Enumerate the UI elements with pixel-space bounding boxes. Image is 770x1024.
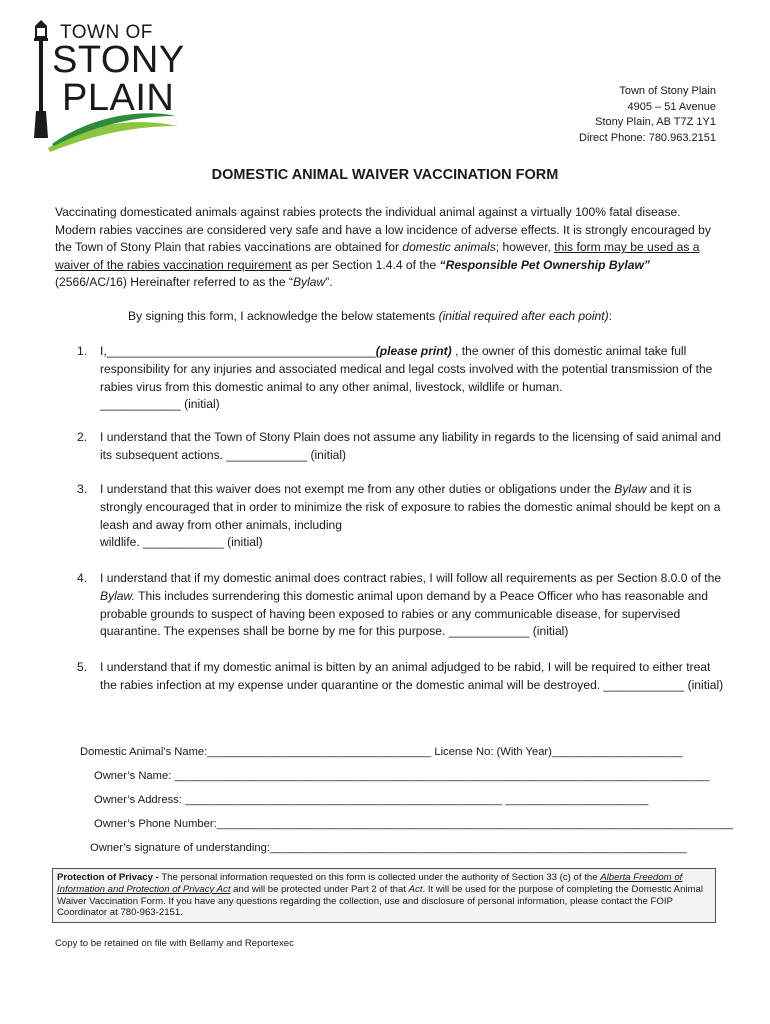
privacy-act-link: Alberta Freedom of Information and Protection of Privacy Act bbox=[57, 872, 683, 895]
privacy-notice bbox=[52, 868, 716, 923]
logo-line-3: PLAIN bbox=[62, 77, 175, 119]
privacy-text-2: and will be protected under Part 2 of that bbox=[230, 883, 409, 895]
privacy-text-3: . It will be used for the purpose of completing the Domestic Animal Waiver Vaccination Form. If you have any questions regarding the collection, use and disclosure of personal information, please contact the FOIP Coordinator at 780-963-2151. bbox=[57, 883, 703, 919]
animal-name-field[interactable]: Domestic Animal’s Name:____________________________________ License No: (With Year)_____________________ bbox=[80, 746, 683, 758]
owner-address-field[interactable]: Owner’s Address: ___________________________________________________ _______________________ bbox=[94, 794, 649, 806]
acknowledge-line bbox=[128, 309, 612, 323]
statement-2 bbox=[77, 429, 727, 465]
statement-number: 5. bbox=[77, 660, 88, 674]
logo-line-2: STONY bbox=[52, 39, 185, 81]
statement-number: 4. bbox=[77, 571, 88, 585]
town-logo bbox=[28, 18, 188, 158]
owner-phone-field[interactable]: Owner’s Phone Number:___________________________________________________________________________________ bbox=[94, 818, 734, 830]
acknowledge-text: By signing this form, I acknowledge the below statements bbox=[128, 309, 439, 323]
statement-text: I understand that the Town of Stony Plain does not assume any liability in regards to the licensing of said animal and its subsequent actions. ____________ (initial) bbox=[100, 430, 721, 462]
logo-line-1: TOWN OF bbox=[60, 22, 153, 43]
intro-domestic-animals: domestic animals bbox=[402, 240, 496, 255]
statement-3 bbox=[77, 481, 727, 552]
statement-5 bbox=[77, 659, 727, 695]
intro-bylaw-title: “Responsible Pet Ownership Bylaw” bbox=[439, 257, 650, 272]
bylaw-ref: Bylaw bbox=[614, 482, 647, 496]
statement-1 bbox=[77, 343, 727, 414]
statement-text: I understand that if my domestic animal does contract rabies, I will follow all requirements as per Section 8.0.0 of the bbox=[100, 571, 722, 585]
owner-name-field[interactable]: Owner’s Name: ______________________________________________________________________________________ bbox=[94, 770, 710, 782]
statement-text-cont: This includes surrendering this domestic animal upon demand by a Peace Officer who has reasonable and probable grounds to suspect of having been exposed to rabies or any communicable disease, for supervised quarantine. The expenses shall be borne by me for this purpose. ____________ (initial) bbox=[100, 588, 708, 639]
acknowledge-note: (initial required after each point) bbox=[438, 309, 609, 323]
bylaw-ref: Bylaw. bbox=[100, 588, 135, 603]
statement-text: , the owner of this domestic animal take full responsibility for any injuries and associated medical and legal costs involved with the potential transmission of the rabies virus from this domestic animal to any other animal, livestock, wildlife or human. bbox=[100, 344, 713, 394]
intro-text-1: Vaccinating domesticated animals against rabies protects the individual animal against a virtually 100% fatal disease. Modern rabies vaccines are considered very safe and have a low incidence of adverse effects. It is strongly encouraged by the Town of Stony Plain that rabies vaccinations are obtained for bbox=[55, 205, 711, 255]
statement-text: I understand that if my domestic animal is bitten by an animal adjudged to be rabid, I will be required to either treat the rabies infection at my expense under quarantine or the domestic animal will be destroyed. ____________ (initial) bbox=[100, 660, 724, 692]
statement-number: 2. bbox=[77, 430, 88, 444]
address-phone: Direct Phone: 780.963.2151 bbox=[579, 131, 716, 144]
address-line-3: Stony Plain, AB T7Z 1Y1 bbox=[595, 116, 716, 128]
please-print-note: (please print) bbox=[375, 344, 452, 358]
intro-bylaw: Bylaw bbox=[292, 275, 326, 290]
initial-blank[interactable]: wildlife. ____________ (initial) bbox=[100, 535, 263, 550]
form-title: DOMESTIC ANIMAL WAIVER VACCINATION FORM bbox=[211, 167, 559, 183]
initial-blank[interactable]: ____________ (initial) bbox=[100, 397, 220, 412]
name-blank[interactable]: I,________________________________________ bbox=[100, 344, 376, 358]
intro-text-5: ”. bbox=[325, 275, 333, 290]
privacy-act: Act bbox=[408, 883, 423, 895]
address-line-2: 4905 – 51 Avenue bbox=[627, 100, 716, 113]
town-address bbox=[579, 84, 716, 146]
retention-note: Copy to be retained on file with Bellamy and Reportexec bbox=[55, 938, 294, 949]
address-line-1: Town of Stony Plain bbox=[619, 85, 716, 97]
statement-number: 1. bbox=[77, 344, 88, 358]
owner-signature-field[interactable]: Owner’s signature of understanding:___________________________________________________________________ bbox=[90, 842, 687, 854]
intro-text-2: ; however, bbox=[495, 240, 555, 255]
statement-4 bbox=[77, 570, 727, 641]
intro-paragraph bbox=[55, 204, 719, 292]
intro-text-3: as per Section 1.4.4 of the bbox=[291, 257, 440, 272]
privacy-label: Protection of Privacy - bbox=[57, 872, 159, 883]
statement-text-cont: and it is strongly encouraged that in order to minimize the risk of exposure to rabies the domestic animal should be kept on a leash and away from other animals, including bbox=[100, 482, 721, 532]
intro-text-4: (2566/AC/16) Hereinafter referred to as the “ bbox=[55, 275, 293, 290]
acknowledge-end: : bbox=[608, 309, 613, 323]
statement-text: I understand that this waiver does not exempt me from any other duties or obligations under the bbox=[100, 482, 615, 496]
statement-number: 3. bbox=[77, 482, 88, 496]
intro-waiver-statement: this form may be used as a waiver of the rabies vaccination requirement bbox=[55, 240, 700, 272]
privacy-text-1: The personal information requested on this form is collected under the authority of Section 33 (c) of the bbox=[158, 872, 601, 883]
